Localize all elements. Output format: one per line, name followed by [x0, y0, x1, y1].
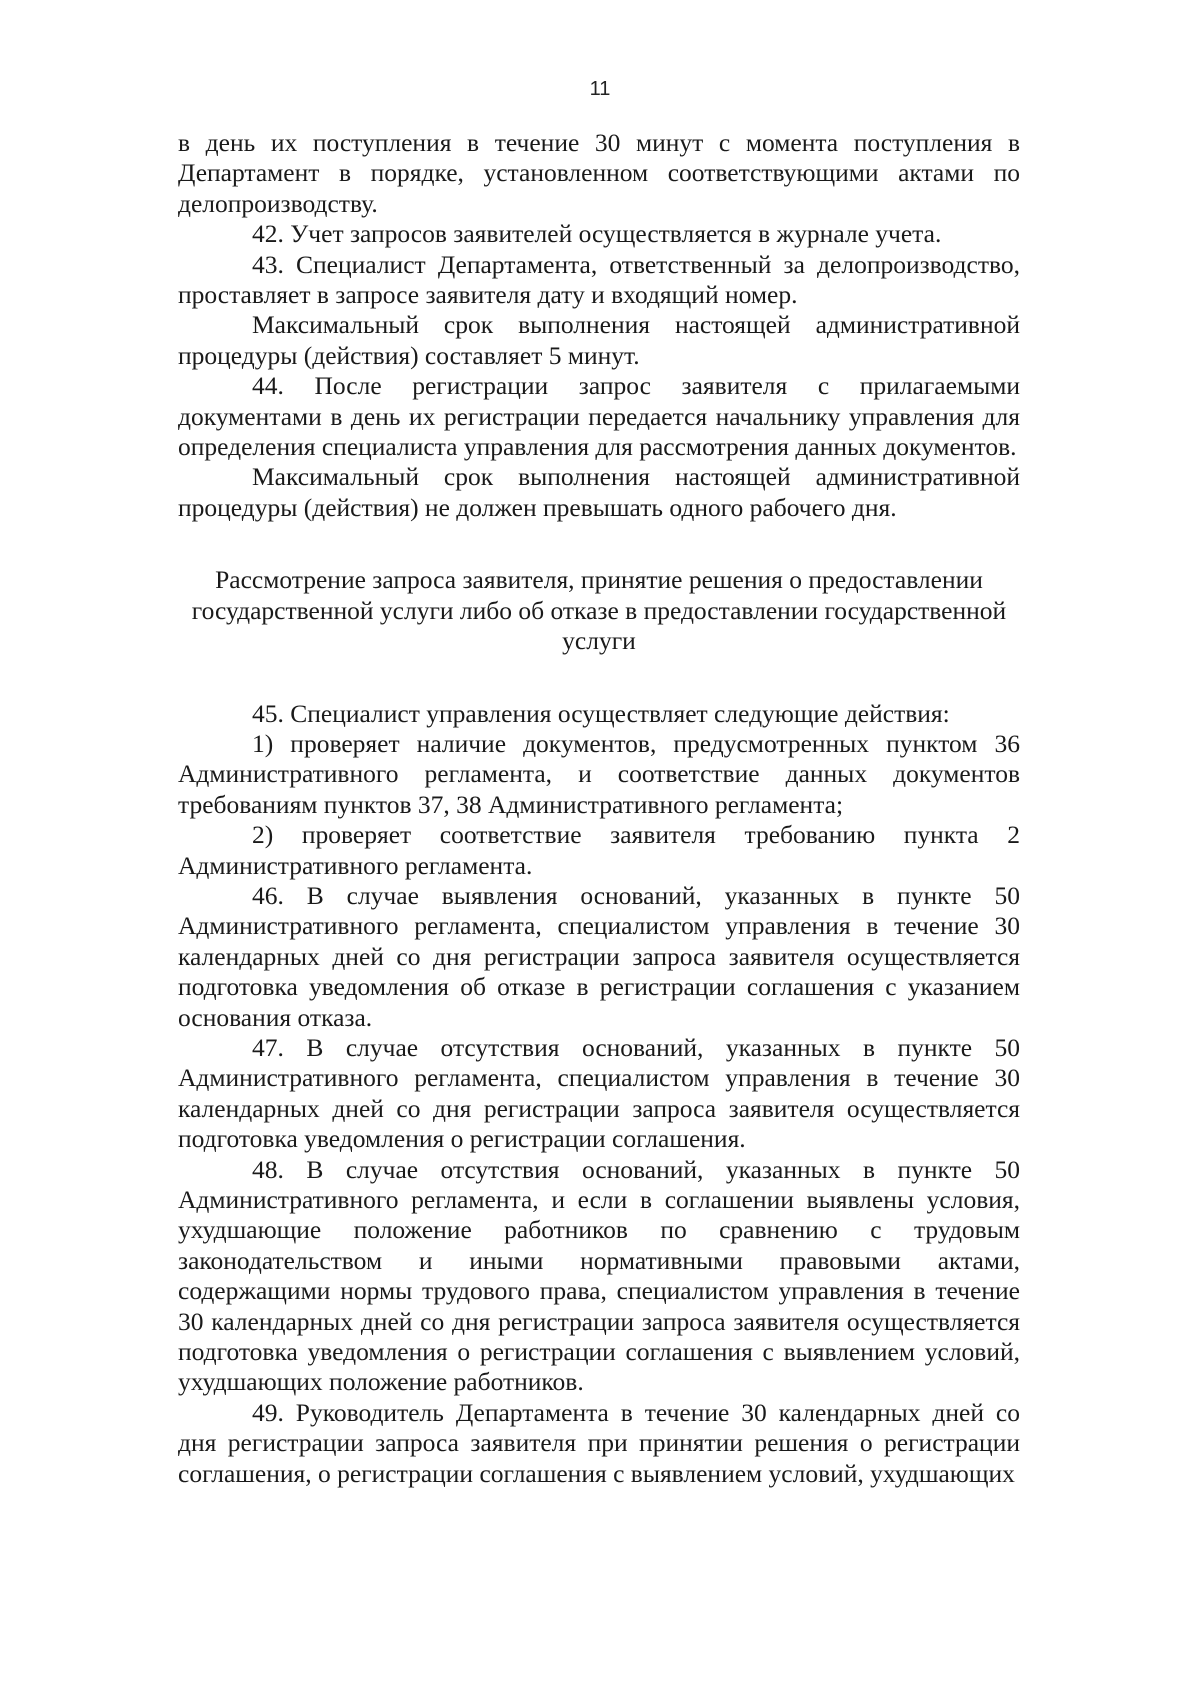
paragraph-45-item-1: 1) проверяет наличие документов, предусмотренных пунктом 36 Административного регламента, и соответствие данных документов требованиям пунктов 37, 38 Административного регламента;: [178, 728, 1020, 819]
paragraph-43-deadline: Максимальный срок выполнения настоящей административной процедуры (действия) составляет 5 минут.: [178, 310, 1020, 370]
section-heading: Рассмотрение запроса заявителя, принятие решения о предоставлении государственной услуги либо об отказе в предоставлении государственной услуги: [191, 565, 1007, 656]
paragraph-continuation: в день их поступления в течение 30 минут с момента поступления в Департамент в порядке, установленном соответствующими актами по делопроизводству.: [178, 128, 1020, 218]
paragraph-45: 45. Специалист управления осуществляет следующие действия:: [252, 698, 950, 728]
paragraph-48: 48. В случае отсутствия оснований, указанных в пункте 50 Административного регламента, и если в соглашении выявлены условия, ухудшающие положение работников по сравнению с трудовым законодательством и иными нормативными правовыми актами, содержащими нормы трудового права, специалистом управления в течение 30 календарных дней со дня регистрации запроса заявителя осуществляется подготовка уведомления о регистрации соглашения с выявлением условий, ухудшающих положение работников.: [178, 1154, 1020, 1397]
paragraph-46: 46. В случае выявления оснований, указанных в пункте 50 Административного регламента, специалистом управления в течение 30 календарных дней со дня регистрации запроса заявителя осуществляется подготовка уведомления об отказе в регистрации соглашения с указанием основания отказа.: [178, 880, 1020, 1032]
page-number: 11: [589, 78, 611, 100]
paragraph-47: 47. В случае отсутствия оснований, указанных в пункте 50 Административного регламента, специалистом управления в течение 30 календарных дней со дня регистрации запроса заявителя осуществляется подготовка уведомления о регистрации соглашения.: [178, 1032, 1020, 1154]
paragraph-44-deadline: Максимальный срок выполнения настоящей административной процедуры (действия) не должен превышать одного рабочего дня.: [178, 462, 1020, 522]
paragraph-45-item-2: 2) проверяет соответствие заявителя требованию пункта 2 Административного регламента.: [178, 820, 1020, 880]
paragraph-43: 43. Специалист Департамента, ответственный за делопроизводство, проставляет в запросе заявителя дату и входящий номер.: [178, 249, 1020, 310]
paragraph-44: 44. После регистрации запрос заявителя с прилагаемыми документами в день их регистрации передается начальнику управления для определения специалиста управления для рассмотрения данных документов.: [178, 371, 1020, 462]
paragraph-49: 49. Руководитель Департамента в течение 30 календарных дней со дня регистрации запроса заявителя при принятии решения о регистрации соглашения, о регистрации соглашения с выявлением условий, ухудшающих: [178, 1397, 1020, 1488]
document-body: [178, 128, 1020, 1489]
paragraph-42: 42. Учет запросов заявителей осуществляется в журнале учета.: [252, 219, 942, 249]
